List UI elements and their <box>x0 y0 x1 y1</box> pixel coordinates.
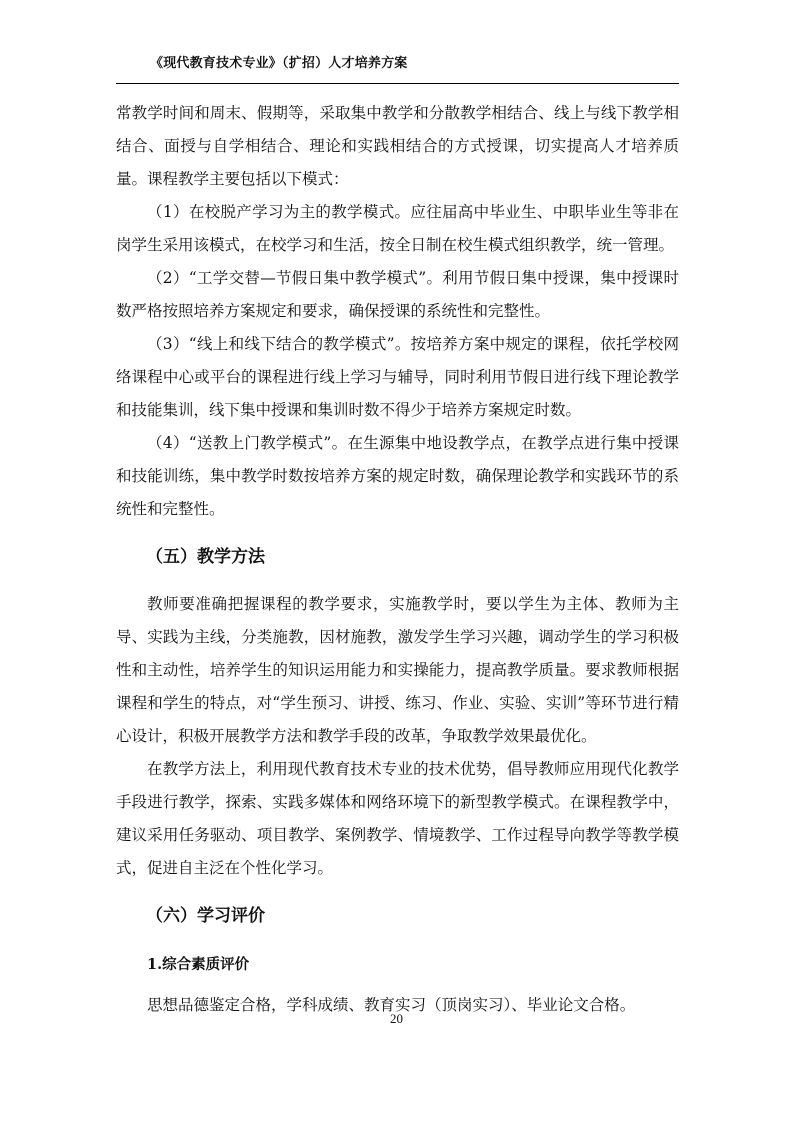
paragraph-mode-3: （3）“线上和线下结合的教学模式”。按培养方案中规定的课程，依托学校网络课程中心或平台的课程进行线上学习与辅导，同时利用节假日进行线下理论教学和技能集训，线下集中授课和集训时数不得少于培养方案规定时数。 <box>116 335 679 419</box>
subsection-heading-comprehensive-evaluation: 1.综合素质评价 <box>147 956 250 973</box>
document-header-title: 《现代教育技术专业》（扩招）人才培养方案 <box>150 56 408 71</box>
paragraph-mode-1: （1）在校脱产学习为主的教学模式。应往届高中毕业生、中职毕业生等非在岗学生采用该模式，在校学习和生活，按全日制在校生模式组织教学，统一管理。 <box>116 203 679 254</box>
page-number: 20 <box>390 1011 403 1026</box>
section-heading-teaching-methods: （五）教学方法 <box>146 547 265 567</box>
paragraph-teaching-methods-2: 在教学方法上，利用现代教育技术专业的技术优势，倡导教师应用现代化教学手段进行教学，探索、实践多媒体和网络环境下的新型教学模式。在课程教学中，建议采用任务驱动、项目教学、案例教学、情境教学、工作过程导向教学等教学模式，促进自主泛在个性化学习。 <box>116 760 679 877</box>
header-divider <box>116 83 679 84</box>
section-heading-learning-evaluation: （六）学习评价 <box>146 906 265 926</box>
paragraph-mode-4: （4）“送教上门教学模式”。在生源集中地设教学点，在教学点进行集中授课和技能训练，集中教学时数按培养方案的规定时数，确保理论教学和实践环节的系统性和完整性。 <box>116 434 679 518</box>
paragraph-teaching-modes-intro: 常教学时间和周末、假期等，采取集中教学和分散教学相结合、线上与线下教学相结合、面授与自学相结合、理论和实践相结合的方式授课，切实提高人才培养质量。课程教学主要包括以下模式： <box>116 104 679 188</box>
paragraph-teaching-methods-1: 教师要准确把握课程的教学要求，实施教学时，要以学生为主体、教师为主导、实践为主线，分类施教，因材施教，激发学生学习兴趣，调动学生的学习积极性和主动性，培养学生的知识运用能力和实操能力，提高教学质量。要求教师根据课程和学生的特点，对“学生预习、讲授、练习、作业、实验、实训”等环节进行精心设计，积极开展教学方法和教学手段的改革，争取教学效果最优化。 <box>116 595 679 745</box>
paragraph-comprehensive-evaluation: 思想品德鉴定合格，学科成绩、教育实习（顶岗实习）、毕业论文合格。 <box>147 996 636 1014</box>
document-body <box>116 97 679 1022</box>
paragraph-mode-2: （2）“工学交替—节假日集中教学模式”。利用节假日集中授课，集中授课时数严格按照培养方案规定和要求，确保授课的系统性和完整性。 <box>116 269 679 320</box>
